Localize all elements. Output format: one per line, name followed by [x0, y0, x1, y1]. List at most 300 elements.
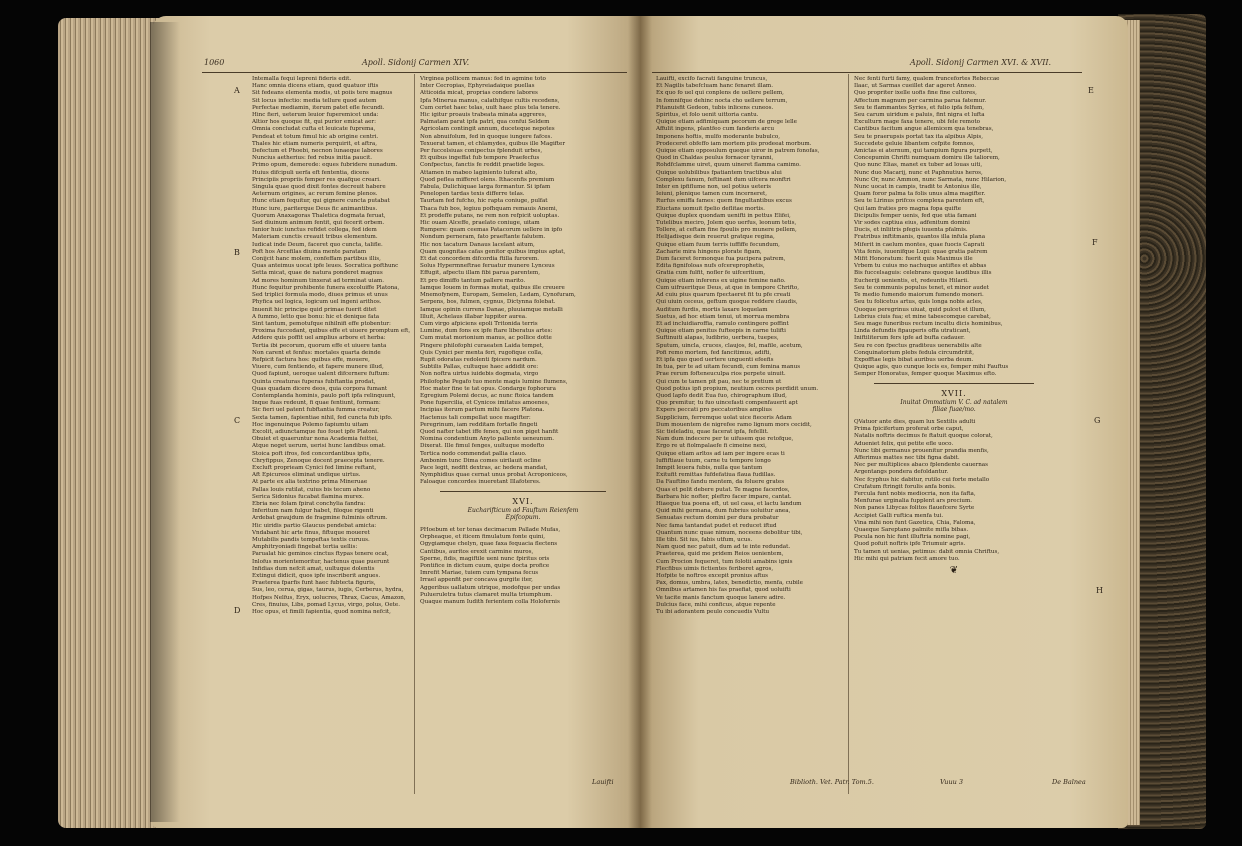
text-line: Quique etiam inferens ex uigine femine nafio.: [656, 277, 786, 284]
text-line: Expofftae legis bibat auribus uerba deum.: [854, 356, 974, 363]
text-line: Quod nafter tabet iffe fenex, qui non piget hanfit: [420, 428, 559, 435]
text-line: Flecfibus uimis fictientes feriberet agros,: [656, 565, 774, 572]
text-line: Egregium Polemi decus, ac nunc ftoica tandem: [420, 392, 554, 399]
text-line: Seu te communis populus tenet, et minor audet: [854, 284, 989, 291]
text-line: Seu te Lirinus prifcos complexa parentem eft,: [854, 198, 985, 205]
text-line: Nec fcyphus hic dabitur, rutilo cui forte metallo: [854, 476, 990, 483]
text-line: QVatuor ante dies, quam lux Sextilis adulti: [854, 418, 976, 425]
text-line: Quique etiam opposulum queque uiror in patrem fonofas,: [656, 148, 820, 155]
text-line: Nunc Or, nunc Ammon, nunc Sarmata, nunc Hilarion,: [854, 176, 1007, 183]
text-line: Quod fapiunt, ueroque ualent difcernere fuftum:: [252, 371, 390, 378]
text-line: Ilaac, ut Sarmas cueillet dar ageret Anneo.: [854, 83, 977, 90]
text-line: Ambonim tunc Dima comes uirilauit ocline: [420, 457, 541, 464]
text-line: Ogygiamque chelyn, quae faxa fequacia flectens: [420, 541, 558, 548]
text-line: Vita fenis, iuuenifque Lupi: quae gratia patrem: [854, 248, 988, 255]
left-page: [152, 16, 640, 828]
text-line: Imponens hoftis, mulfo moderante bubulco,: [656, 133, 780, 140]
text-line: Quo premitur, tu fuo uincefasti compenfauerit apt: [656, 400, 798, 407]
text-line: Et ad incluidiaroffia, ramulo contingere poffint: [656, 320, 789, 327]
text-line: Cum Procion fequeret, tum folotii amabins ignis: [656, 558, 793, 565]
text-line: Non carent et fenfus: mortales quarta deinde: [252, 349, 381, 356]
text-line: Et prodeffe putans, ne rem non refpicit uoluptas.: [420, 212, 560, 219]
text-line: Contemplanda hominis, paulo poft ipfa relinquunt,: [252, 392, 396, 399]
text-line: Auditum furdis, mortis laxare loquelam: [656, 306, 768, 313]
text-line: Eucheriji uenientis, et, redeuntis Hilarii.: [854, 277, 969, 284]
right-column-2: [854, 76, 1054, 776]
text-line: Dum faceret fermonque fua pucipera patrem,: [656, 256, 786, 263]
text-line: Iunior huic iunctus refidet collega, fed idem: [252, 227, 377, 234]
text-line: Rumpere: quam ceemas Patacorum uellere in ipfo: [420, 227, 563, 234]
text-line: Addere quis poffit uel amplius arbore et herba:: [252, 335, 386, 342]
text-line: Quique agis, quo cunque locis es, femper mihi Fauftus: [854, 364, 1009, 371]
text-line: Vndabant hic arte finus, fiftuque moueret: [252, 529, 370, 536]
text-line: Quo nunc Elias, manet ex tuber ad louas uiti,: [854, 162, 983, 169]
text-line: Lumine, dum fons ex ipfe ftare liberatus artes:: [420, 328, 553, 335]
text-line: Afferimus mattes nec tibi figna dabit.: [854, 454, 960, 461]
text-line: Fercula funt nobis mediocria, non ita fafta,: [854, 490, 976, 497]
text-line: Quique etiam penitus fufteepis in carne tulifti: [656, 328, 786, 335]
text-line: Aft Epicureos eliminat undique uirtus.: [252, 472, 361, 479]
text-line: Qui cum te tamen pit pau, nec te pretium ut: [656, 378, 782, 385]
text-line: Ebria nec folam fpirat conchylia fandra:: [252, 500, 366, 507]
text-line: Illuit, Achelaus illabar luppiter aurea.: [420, 313, 527, 320]
text-line: Parualat hic geminos cinctus ftypas tenere ocat,: [252, 551, 389, 558]
text-line: Ille tibi. Sit ius, fabis utfum, ucus.: [656, 537, 753, 543]
section-rule-right: [874, 383, 1034, 384]
text-line: Quique etiam adfimiquam pecorum de grege lelle: [656, 119, 797, 126]
text-line: Et pro dimiffo tantum pallere marito.: [420, 277, 526, 284]
text-line: Dum mouentem de nigrefee ramo lignum mors cecidit,: [656, 421, 812, 428]
text-line: Quod pofuit noftris ipfe Triumuir agris.: [854, 541, 966, 548]
section-subtitle-xvii: filiae fuae/mo.: [932, 405, 976, 413]
right-footer: Biblioth. Vet. Patr. Tom.5.: [790, 778, 874, 786]
text-line: Inter Cecropias, Ephyreiadaique puellas: [420, 83, 535, 90]
text-line: Ad cuiu pius quarum fpectaeret fit tu pfe creati: [656, 292, 791, 299]
text-line: Huius difcipuli uerfa eft fententia, dicens: [252, 169, 369, 176]
text-line: Defectum et Phoebi, necnon lunaeque labores: [252, 148, 383, 155]
text-line: Quique etiam arltos ad iam per ingere ecas ti: [656, 450, 785, 457]
text-line: Materiam cunctis creauit tribus elementum.: [252, 234, 378, 241]
left-column-rule: [414, 74, 415, 794]
text-line: Suftinuiti alapas, ludibrio, uerbera, tuepes,: [656, 335, 779, 342]
text-line: Nunc duo Macarij, nunc et Paphnutius heros,: [854, 169, 983, 176]
text-line: Sit fedeans elementa modis, ut poiis tere magnus: [252, 90, 393, 97]
text-line: PHoebum et ter tenas decimacum Pallade Mufas,: [420, 526, 561, 533]
text-line: Inferitum nam fulgur habet, filoque rigenti: [252, 508, 374, 515]
text-line: Non noftra uirtus iuidebis dogmata, virgo: [420, 371, 539, 378]
text-line: Palmatam parat ipfa patri, qua confui Seldem: [420, 119, 550, 126]
text-line: Miferit in caelum montes, quae fuocis Caprati: [854, 241, 985, 248]
text-line: Quod lapfo dedit Eua fuo, chirographum illud,: [656, 392, 787, 399]
text-line: Conijcit hanc molem, confeffam partibus illis,: [252, 256, 381, 263]
left-column-2: [420, 76, 626, 776]
ornament-icon: ❦: [949, 565, 959, 576]
text-line: Vrbem tu cuius mo nachuque antiftes et abbas: [854, 263, 987, 270]
text-line: Quod in Chaldas peulus fornacer tyranni,: [656, 155, 774, 162]
text-line: Lauifti, excifo facrati fanguine truncus,: [656, 76, 768, 82]
text-line: Sed triplici formula modo, diues primus et unus: [252, 292, 388, 299]
text-line: Vir sodes captiua eius, adfenitum domini: [854, 220, 970, 227]
text-line: In fomnifque dehinc nocta cho uellere terrum,: [656, 97, 788, 104]
margin-letter-b: B: [234, 248, 240, 257]
text-line: Hofpes Nelfus, Eryx, uolucres, Thrax, Cacus, Amazon,: [252, 594, 406, 601]
text-line: Conquinatorium plebs fedula circumdritit,: [854, 349, 975, 356]
text-line: Dulcius face, mihi conficus, atque repente: [656, 601, 776, 608]
text-line: Praeterea fparfis funt haec fubtecta figuris,: [252, 580, 376, 587]
text-line: Cum certet haec telas, uult haec plus tela tenere.: [420, 104, 561, 111]
text-line: Barbara hic nofter, pleftro facer impare, cantat.: [656, 493, 792, 500]
text-line: Qui uiuin ceceus, geftum quoque reddere claudis,: [656, 299, 798, 306]
text-line: Hactenus tali compellat uoce magifter:: [420, 414, 531, 421]
left-head-rule: [202, 72, 627, 73]
text-line: In tua, per te ad uitam fecundi, cum femina manus: [656, 364, 801, 371]
text-line: At parte ex alia textrino prima Mineruae: [252, 479, 368, 486]
left-page-number: 1060: [204, 58, 225, 67]
text-line: Hunc fequitur prohibente funera excoluiffe Platona,: [252, 284, 400, 291]
text-line: Fitanuisfit Gedeon, tubis inlicens cuneos.: [656, 104, 774, 111]
text-line: Perfectae mediamin, iterum patet efle fecundi.: [252, 104, 385, 111]
text-line: Quis Cynici per menta feri, rugofique colla,: [420, 349, 543, 356]
text-line: Virginea pollicem manus: fed in agmine toto: [420, 76, 546, 82]
text-line: Iniftiliterum fers ipfe ad bufta cadauer.: [854, 335, 965, 342]
gutter-shadow: [628, 16, 652, 828]
text-line: Crufatum ftringit forulis anfa bonis.: [854, 483, 956, 490]
text-line: Non panes Libycas folitos flauefcere Syrte: [854, 505, 975, 512]
text-line: Menfurae urginalia fupplent ars precium.: [854, 498, 973, 505]
text-line: Principiis propriis femper res quafque creari.: [252, 176, 381, 183]
text-line: Cres, finuius, Libs, pomad Lycus, virgo, polus, Oete.: [252, 601, 400, 608]
text-line: Vina mihi non funt Gazetica, Chia, Faloma,: [854, 519, 976, 526]
text-line: Pallas louis rutilat, cuius bis tecum aheno: [252, 486, 371, 493]
text-line: Cantibus, auritos erexit carmine muros,: [420, 548, 534, 555]
text-line: Quod peflea mifferet olens. Ithacenfis premium: [420, 176, 555, 183]
text-line: Non abnuifolum, fed in quoque iungere fafces.: [420, 133, 553, 140]
text-line: Incipias iterum partum mihi facere Platona.: [420, 407, 545, 414]
text-line: Accipiet Galli ruftica menfa tui.: [854, 512, 944, 519]
text-line: Semper Honoratus, femper quoque Maximus efto.: [854, 371, 997, 378]
text-line: Nam quod nec patuit, dum ad te inte redundat.: [656, 544, 791, 551]
text-line: Singula quae quod dixit fontes decreuit habere: [252, 184, 386, 191]
text-line: Setta micat, quae de natura ponderet magnus: [252, 270, 383, 277]
right-catchword: De Balnea: [1052, 778, 1086, 786]
text-line: Amictas ei aternum, qui tampium figura purpett,: [854, 148, 993, 155]
text-line: Sperne, fidis, magiftile ueni nunc fpiritus oris: [420, 555, 550, 562]
section-number-xvi: XVI.: [512, 496, 534, 506]
text-line: Phyfica uel logica, logicum uel ingeni arithos.: [252, 299, 382, 306]
text-line: Hic nox tacaturn Danaus lacelant aitum,: [420, 241, 535, 248]
text-line: Suetus, ad hoc etiam tenui, ut morrua membra: [656, 313, 790, 320]
text-line: Hoc ingenuinque Polemo fapiumtu uitam: [252, 421, 369, 428]
text-line: Ergo re ut fiolmpalaefe fi cimeine nexi,: [656, 443, 767, 450]
text-line: Et Nagilis tabefcluam hanc fenaret illam.: [656, 83, 773, 90]
text-line: Pax, domus, umbra, latex, benedictio, menfa, cubile: [656, 580, 803, 587]
text-line: Solus Hypermneftrae feruatur munere Lynceus: [420, 263, 555, 270]
text-line: Exitufit remittas fufdefatiua flaua fudillas.: [656, 472, 776, 479]
text-line: Expers peccati pro peccatoribus amplius: [656, 407, 772, 414]
section-subtitle-xvi: Epifcopum.: [505, 513, 541, 521]
text-line: Praeterea, quid me pridem Reios uenientem,: [656, 551, 784, 558]
text-line: Per fuccelsiuas conipectus fplenduit urbes,: [420, 148, 543, 155]
text-line: Taurtam fed fufcho, hic rapta coniuge, pulfat: [420, 198, 548, 205]
text-line: Pingere philofophi curaeaten Laida tempet,: [420, 342, 544, 349]
text-line: Quam foror palma ta folis unus alma magifter.: [854, 191, 986, 198]
text-line: Hic ouam Alceffe, praelato coniuge, uitam: [420, 220, 540, 227]
text-line: Hofpite te noftros excepit pronius aftus: [656, 573, 769, 580]
text-line: Seu mage funeribus rectum incultu dicis hominibus,: [854, 320, 1003, 327]
text-line: Faloaque concordes inueretant Illafoteres.: [420, 479, 541, 486]
text-line: Cum uifrueritque Deus, at que in tempore Chrifto,: [656, 284, 800, 291]
text-line: Philofophe Pegafo tuo mente magis lumine flumens,: [420, 378, 568, 385]
text-line: Prima fpicifertum proferat orbe caput,: [854, 426, 964, 433]
left-column-1: [252, 76, 412, 776]
right-column-1: [656, 76, 846, 776]
text-line: Inter en ipfiflume non, uel potius ueteris: [656, 184, 771, 191]
text-line: Quod potius ipfi propium, neutium cecres perdidit unum.: [656, 385, 819, 392]
right-head-rule: [652, 72, 1082, 73]
text-line: Seu te flammantes Syries, et fulio ipfa felfum,: [854, 104, 985, 111]
text-line: Ipfa Minerua manus, calathifque cultis recedens,: [420, 97, 560, 104]
text-line: Hoc mater fine te tat opus. Condarge fophorura: [420, 385, 556, 392]
text-line: Ex quo fo uel qui conplens de uellere pellem,: [656, 90, 784, 97]
text-line: Imrefit Mariae, tuiem cum tympana fecus: [420, 570, 539, 577]
text-line: Da Fauftino fandu mentem, da foluere grates: [656, 479, 785, 486]
section-title-xvi: Eucharifticum ad Fauftum Reienfem: [467, 506, 579, 514]
text-line: Ducis, et inliitris pfegis iuuenta pfalmis.: [854, 227, 968, 234]
text-line: Nec fama tantandat pudet et reducet iftud: [656, 522, 777, 529]
text-line: Sint tantum, pemotufque nihilnifi effe ptobentur:: [252, 320, 391, 327]
text-line: Serpens, bos, fulmen, cygnus, Dictynna folebat.: [420, 299, 556, 306]
text-line: Sexta tamen, fapientiae nihil, fed cuncta fub ipfo.: [252, 414, 393, 421]
right-column-rule: [848, 74, 849, 794]
text-line: Sus, leo, cerua, gigas, taurus, iugis, Cerberus, hydra,: [252, 587, 404, 594]
text-line: Rurfus emiffa fames: quem fingultantibus excus: [656, 198, 792, 205]
margin-letter-d: D: [234, 606, 241, 615]
text-line: Altior hos quoque fit, qui purior emicat aer:: [252, 119, 376, 126]
text-line: Affulit ingens, plantfeo cum fanderis arcu: [656, 126, 775, 133]
text-line: Nondum perneram, fato praeftante falutem.: [420, 234, 546, 241]
text-line: Hic igitur proauis trabeata minata aggreres,: [420, 112, 547, 119]
text-line: Aeternum origines, ac rerum femine plenos.: [252, 191, 378, 198]
text-line: Mutabilis pandis tempeftas textis curuus.: [252, 537, 370, 543]
text-line: Qui lam fraties pro magna fopa quifte: [854, 205, 962, 212]
text-line: Tertica nodo commendat pallia clauo.: [420, 450, 527, 457]
text-line: Nomina condentium Anyto pallente ueneunum.: [420, 436, 555, 443]
text-line: Pulueruletra tutus clamaret multa triumphum.: [420, 591, 553, 598]
text-line: Sed diuinum animum fentit, qui fecerit orbem.: [252, 220, 385, 227]
text-line: Viuere, cum fentiendo, et fapere munere illud,: [252, 364, 384, 371]
text-line: Intemalla fequi lepreni fideris edit.: [252, 76, 352, 82]
text-line: Fabula, Dulichiquae larga formantur. Si ipfam: [420, 184, 551, 191]
margin-letter-f: F: [1092, 238, 1098, 247]
text-line: Quique etiam fuum terris iuffiffe fecundum,: [656, 241, 780, 248]
text-line: Omnia concludat cufta et leuicate fuprema,: [252, 126, 376, 133]
text-line: Nymphidius quae cernat unus probat Acroponiceos,: [420, 472, 568, 479]
text-line: Affectum magnum per carmina parua fatemur.: [854, 97, 987, 104]
text-line: Et quibus ingeffat fub tempore Praefecfus: [420, 155, 540, 162]
text-line: Ieiuni, plenique tamen cum incerneret,: [656, 191, 768, 198]
text-line: Ardebat graujdum de fragmine fulminis oftrum.: [252, 515, 388, 522]
text-line: Senuatas rectum domini per dura probatur: [656, 515, 779, 522]
margin-letter-e: E: [1088, 86, 1094, 95]
text-line: Effugit, afpectu illam fibi parua parentem,: [420, 270, 541, 277]
text-line: Tutelibus meciro, Jolem quo uerfus, leonum tetis,: [656, 220, 797, 227]
text-line: Hoc opus, et fimili fapientia, quod nomina nefcit,: [252, 609, 391, 616]
text-line: Quaque manum Iudith ferientem colla Holofernis: [420, 599, 560, 606]
left-catchword: Lauifti: [592, 778, 614, 786]
text-line: Obuiet et quaeruntur nona Academia feittei,: [252, 436, 379, 443]
text-line: Prodeceret obfeffo iam mortem piis prodeeat morbum.: [656, 140, 812, 147]
text-line: Bis fuccelsaguis: celebrans quoque laudibus illis: [854, 270, 992, 277]
text-line: Nunc uocat in campis, tradit te Antonius ille,: [854, 184, 982, 191]
text-line: Cum virgo afpiciens epoli Tritonida terris: [420, 320, 538, 327]
text-line: Iamque opinin currens Danae, pluuiamque metalli: [420, 306, 563, 313]
text-line: Subtilis Pallas, cultuque haec addidit ore:: [420, 364, 539, 371]
text-line: Prae rerum fofteneuculpa rios perpete uinuit.: [656, 371, 786, 378]
text-line: Serica Sidonius fucabat flamina murex.: [252, 493, 364, 500]
text-line: Fratribus inftitmanis, quantos illa infula plana: [854, 234, 986, 241]
text-line: Pendeat et totum fimul hic ab origine centri.: [252, 133, 379, 140]
text-line: Thaca fub bos, legiuu pofhquam remauis Anemi,: [420, 205, 558, 212]
text-line: Iamque Iouem in formas mutat, quibus ille creuere: [420, 284, 565, 291]
text-line: Eluctans uomuit fpelio deflitae mortis.: [656, 205, 765, 212]
text-line: Argentangs pondera defoldantur.: [854, 469, 949, 476]
text-line: Hunc etiam fequitur, qui gignere cuncta putabat: [252, 198, 390, 205]
text-line: Texuerat tamen, et chlamydes, quibus ille Magifter: [420, 140, 566, 147]
text-line: Cum mutat morionium manus, ac pollice dotte: [420, 335, 552, 342]
margin-letter-g: G: [1094, 416, 1101, 425]
text-line: Dicipulis femper uenis, fed que utia famani: [854, 212, 977, 219]
text-line: Pocula non hic funt illuftria nomine pagi,: [854, 534, 971, 541]
section-title-xvii: Inuitat Ommatium V. C. ad natalem: [900, 398, 1008, 406]
text-line: Quinta creaturas fuperas fubftantia prodat,: [252, 378, 376, 385]
text-line: Attamen in mabeo laginiento luferat alto,: [420, 169, 538, 176]
text-line: Et ipfa quo qued uertere unguenti efeefis: [656, 356, 774, 363]
text-line: Nunc tibi germanus prouenitur prandia menfis,: [854, 447, 989, 454]
text-line: Quaeque Sareptano palmite mifla bibas.: [854, 526, 969, 533]
text-line: A fummo, letto que bonu: hic et denique fata: [252, 313, 380, 320]
text-line: Mnemofynem, Europam, Semelen, Ledam, Cynofuram,: [420, 292, 576, 299]
text-line: Hic uiridis partio Glaucus pendebat amicta:: [252, 522, 377, 529]
text-line: Inuenit hic principe quid primae fuerit ditet: [252, 306, 377, 313]
text-line: Dixerat. Ille fimul fenges, uultuque modefto: [420, 443, 545, 450]
text-line: Quique uolubilibus fpatiantem tractibus alui: [656, 169, 782, 176]
text-line: Exculturn mage faxa tenere, ubi fele remoto: [854, 119, 980, 126]
text-line: Confpectus, fanctis fe reddit praetide leges.: [420, 162, 545, 169]
text-line: Complexu fanum, feftinant dum uifcera monftri: [656, 176, 791, 183]
text-line: Aggeribus uallatum utrique, modofque per undas: [420, 584, 561, 591]
text-line: Inlofus morientemoritur, hactenus quae puerunt: [252, 558, 390, 565]
text-line: Atque neget uerum, uerisi hunc landibus omat.: [252, 443, 386, 450]
text-line: Tertia ibi pecorum, quorum effe et uiuere tanta: [252, 342, 387, 349]
text-line: Concepumin Chrifti numquam domiru ille taliorem,: [854, 155, 1000, 162]
text-line: Chryfippus, Zenoque docent praecepta tenere.: [252, 457, 385, 464]
text-line: Quique duplex quondam uenifti in pettus Elifei,: [656, 212, 791, 219]
text-line: Nuncius aetherius: fed rebus initia paucit.: [252, 155, 373, 162]
text-line: Agricolam contingit annum, duceteque nepotes: [420, 126, 555, 133]
text-line: Omnibus artamen his fas praefiat, quod uoluifti: [656, 587, 791, 594]
text-line: Excluft proprieam Cynici fed limine reftant,: [252, 464, 377, 471]
text-line: Nec per multiplices abaco fplendente cauernas: [854, 462, 989, 469]
text-line: Hunc iure, pariterque Deus fic animantibus.: [252, 205, 378, 212]
text-line: Pone fupercilia, et Cynicos imitatus amoenes,: [420, 400, 550, 407]
text-line: Seu carum uiridum e paluis, fint nigra et lufta: [854, 112, 985, 119]
text-line: Peregrinum, iam redditam fortafle fingeti: [420, 421, 538, 428]
text-line: Thales hic etiam numeris perquirit, et aftra,: [252, 140, 377, 147]
text-line: Succedete geluie libantem cefpite fomnos,: [854, 140, 975, 147]
text-line: Amphitryoniadi fingebat tertia uellis:: [252, 544, 358, 551]
text-line: Rohdfclamme uiret, quum uineret flamma camimo.: [656, 162, 801, 169]
text-line: Nam dum indecere per te uifusem que retofque,: [656, 436, 794, 443]
right-running-head: Apoll. Sidonij Carmen XVI. & XVII.: [910, 58, 1052, 67]
right-signature: Vuuu 3: [940, 778, 964, 786]
text-line: Inque fuas redeunt, fi quae fentiunt, formam:: [252, 400, 381, 407]
right-page: [640, 16, 1128, 828]
text-line: Sic tieleladiu, quae facerat ipfa, fefellit.: [656, 428, 769, 435]
text-line: Ad mores hominum tinxerat ad terminat uiam.: [252, 277, 384, 284]
text-line: Gratia cum fulfit, nofler fe uifceritium,: [656, 270, 766, 277]
text-line: Sit locus infectio: media tellure quod autem: [252, 97, 377, 104]
text-line: Quo propriter ixelle uofis fine fine cultores,: [854, 90, 977, 97]
text-line: Rupit odoratas redolenti fpicere nardum.: [420, 356, 537, 363]
text-line: Quas anteimus uocat ipfe leues. Socratica pofthunc: [252, 263, 399, 270]
text-line: Supplicium, ferremque uolat uice fieceris Adam: [656, 414, 792, 421]
text-line: Tu tamen ut uenias, petimus: dabit omnia Chriftus,: [854, 548, 1000, 555]
text-line: Ve tacite manis fanctum quoque lanere adire.: [656, 594, 786, 601]
text-line: Proxima fuccedant, quibus effe et uiuere promptum eft,: [252, 328, 411, 335]
text-line: Infidias dum nefcit amat, uultuque dolentis: [252, 565, 375, 572]
text-line: Cantibus facitum angue allemicem qua tenebras,: [854, 126, 994, 133]
text-line: Hanc omnia dicens etiam, quod quatuor iftis: [252, 83, 379, 90]
margin-letter-a: A: [234, 86, 240, 95]
text-line: Poft hos Arcefilas diuina mente paratam: [252, 248, 367, 255]
text-line: Lebrius ciuis fua; et mine tabescomque carebat,: [854, 313, 991, 320]
text-line: Tollere, at ceftam fine fpoulis pro munere pellem,: [656, 227, 797, 234]
text-line: Pace legit, nedfit dextras, ac hedera mandat,: [420, 464, 548, 471]
margin-letter-c: C: [234, 416, 241, 425]
section-rule: [440, 491, 606, 492]
text-line: Edita fignifoloas nufs ofcereprophetis,: [656, 263, 765, 270]
text-line: Natalis noftris decimus fe ftatuit quoque colorat,: [854, 433, 993, 440]
left-spine-shadow: [150, 22, 180, 822]
text-line: Seu re con fpectus graditeus uenerabilis alte: [854, 342, 982, 349]
text-line: Nec fenti furti famy, qualem fruncefortes Rebeccae: [854, 76, 1000, 82]
text-line: Tu ibi adorantem peulo concuedis Vultu: [656, 609, 770, 616]
text-line: Extingui didicit, quos ipfe inscriberit angues.: [252, 573, 381, 580]
text-line: Iuffiftiaue tuum, carne tu tempore longo: [656, 457, 771, 464]
text-line: Pontifice in dictum cuum, quipe docta profice: [420, 563, 550, 569]
text-line: Seu te praerupsis portat tax ita alpibus Alpis,: [854, 133, 983, 140]
text-line: Et dat concordem difcordia ftilla furorem.: [420, 256, 539, 263]
text-line: Refpicit factura hos: quibus effe, mouere,: [252, 356, 370, 363]
text-line: Primo opum, demerede: eques fubridere nunadum.: [252, 162, 398, 169]
text-line: Sputum, uincla, cruces, claujos, fel, mafile, acetum,: [656, 342, 803, 349]
text-line: Orpheaque, et iticem fimulatum fonte quini,: [420, 534, 546, 541]
section-number-xvii: XVII.: [941, 388, 967, 398]
left-running-head: Apoll. Sidonij Carmen XIV.: [362, 58, 470, 67]
margin-letter-h: H: [1096, 586, 1103, 595]
text-line: Quantum nunc quae nimum, noceens debolitur tibi,: [656, 529, 803, 536]
text-line: Te medio fumendo maiorum fumendo moneri.: [854, 292, 984, 299]
text-line: Quorum Anaxagoras Thaletica dogmata feruat,: [252, 212, 386, 219]
text-line: Linda defundis fipauperis offa utraticant,: [854, 328, 971, 335]
text-line: Iudicat inde Deum, faceret quo cuncta, talifle.: [252, 241, 383, 248]
text-line: Helijadisque dein reuerut gratque regina,: [656, 234, 775, 241]
text-line: Spiritus, et folo uenit uittoria cantu.: [656, 112, 759, 119]
text-line: Irrael appenfit per concava gurgite iter,: [420, 577, 533, 584]
text-line: Quam quognitas cafas genitor quibus impius aptat,: [420, 248, 566, 255]
text-line: Quas quadam dicere deos, quia corpora fumant: [252, 385, 388, 392]
text-line: Pofi remo mortem, fed fancitimus, adifti,: [656, 349, 772, 356]
